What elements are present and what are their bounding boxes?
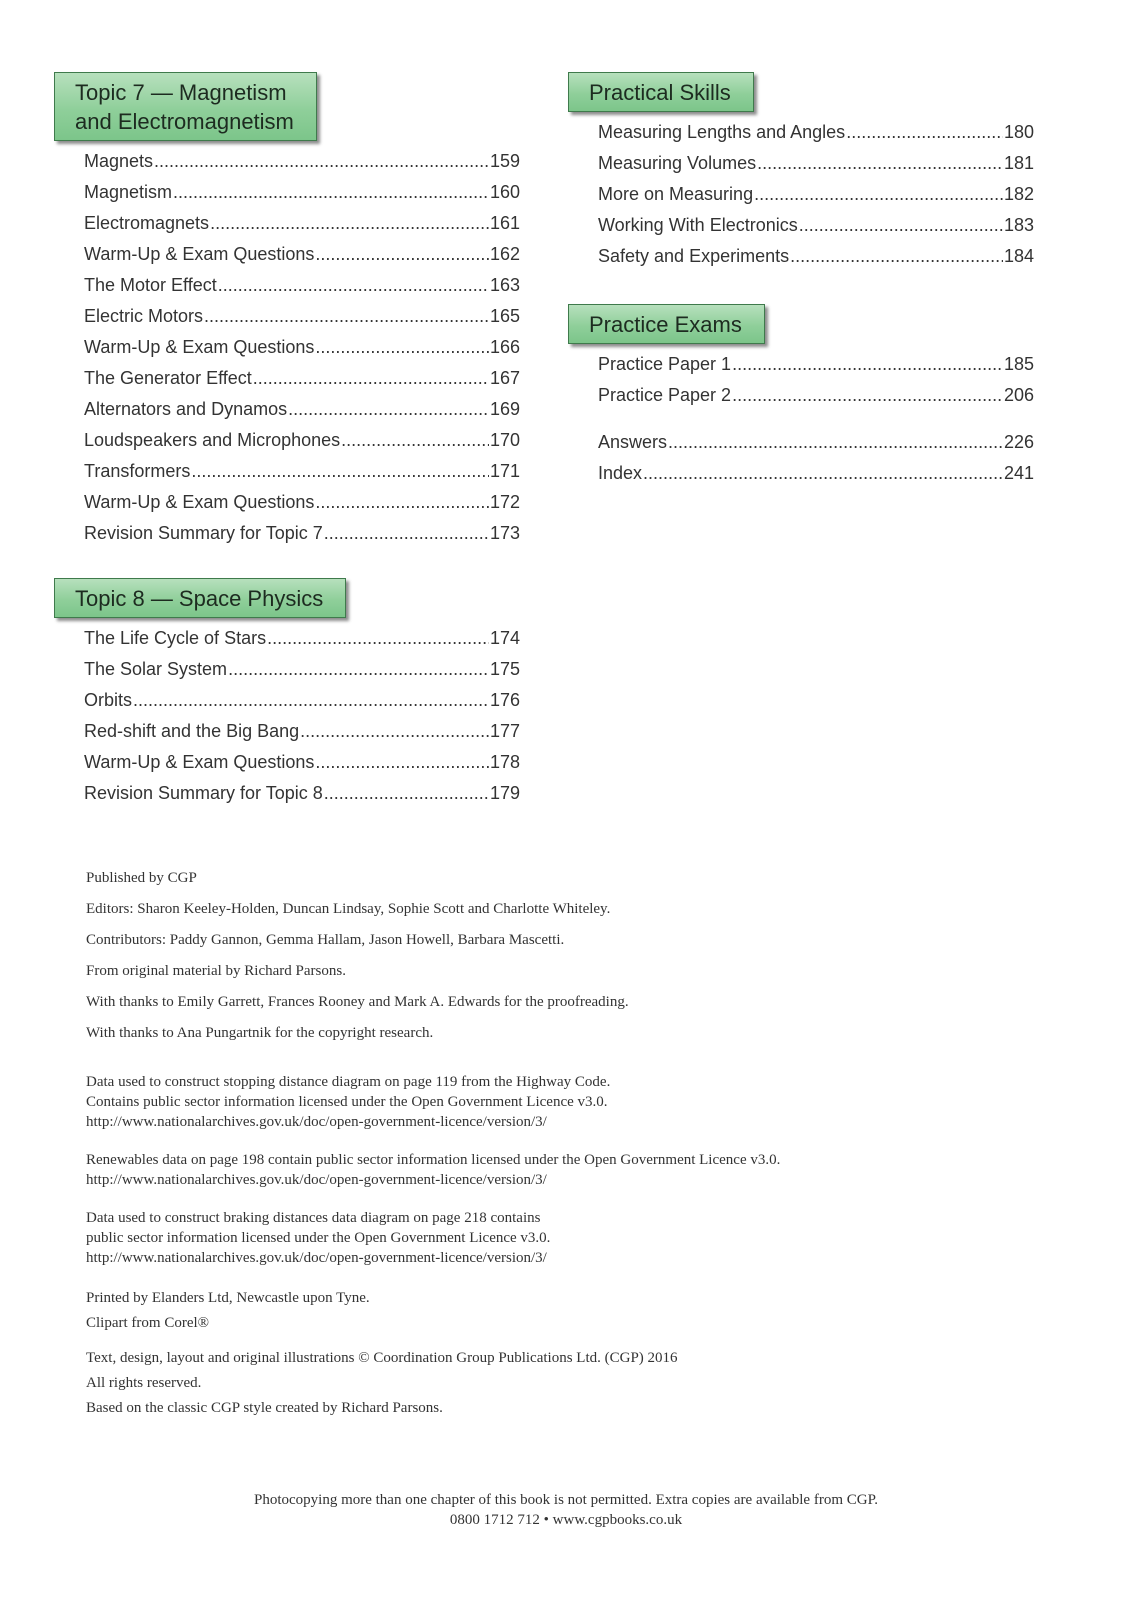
toc-entry-title: Electromagnets xyxy=(84,213,210,233)
editors-line: Editors: Sharon Keeley-Holden, Duncan Lindsay, Sophie Scott and Charlotte Whiteley. xyxy=(86,901,611,917)
toc-entry-page: 177 xyxy=(489,721,520,741)
data-note-2-line-2: http://www.nationalarchives.gov.uk/doc/open-government-licence/version/3/ xyxy=(86,1172,547,1188)
toc-entry-title: Warm-Up & Exam Questions xyxy=(84,337,315,357)
toc-entry-page: 161 xyxy=(489,213,520,233)
data-note-1-line-2: Contains public sector information licensed under the Open Government Licence v3.0. xyxy=(86,1094,608,1110)
copyright-research-line: With thanks to Ana Pungartnik for the copyright research. xyxy=(86,1025,434,1041)
toc-entry xyxy=(84,337,520,368)
published-by: Published by CGP xyxy=(86,870,197,886)
toc-entry xyxy=(84,306,520,337)
toc-entry-page: 226 xyxy=(1003,432,1034,452)
toc-leader-dots xyxy=(324,523,489,544)
toc-leader-dots xyxy=(324,783,489,804)
toc-leader-dots xyxy=(210,213,489,234)
printed-by-line: Printed by Elanders Ltd, Newcastle upon Tyne. xyxy=(86,1290,370,1306)
toc-entry xyxy=(598,463,1034,494)
toc-entry-title: Practice Paper 1 xyxy=(598,354,732,374)
toc-leader-dots xyxy=(173,182,489,203)
toc-entry-title: Practice Paper 2 xyxy=(598,385,732,405)
toc-entry-title: The Solar System xyxy=(84,659,228,679)
clipart-line: Clipart from Corel® xyxy=(86,1315,210,1331)
toc-entry-page: 173 xyxy=(489,523,520,543)
toc-leader-dots xyxy=(191,461,489,482)
toc-entry xyxy=(598,153,1034,184)
toc-leader-dots xyxy=(315,337,489,358)
toc-entry-title: Red-shift and the Big Bang xyxy=(84,721,300,741)
toc-entry-title: Electric Motors xyxy=(84,306,204,326)
style-credit-line: Based on the classic CGP style created by Richard Parsons. xyxy=(86,1400,443,1416)
toc-entry xyxy=(84,721,520,752)
toc-entry-title: Measuring Lengths and Angles xyxy=(598,122,846,142)
practice-exams-section xyxy=(568,304,1034,416)
toc-entry-title: Orbits xyxy=(84,690,133,710)
toc-leader-dots xyxy=(732,385,1003,406)
copyright-line: Text, design, layout and original illustrations © Coordination Group Publications Ltd. (CGP) 2016 xyxy=(86,1350,678,1366)
backmatter-list xyxy=(598,432,1034,494)
toc-entry-page: 241 xyxy=(1003,463,1034,483)
toc-leader-dots xyxy=(315,752,489,773)
toc-entry-title: Magnets xyxy=(84,151,154,171)
toc-leader-dots xyxy=(341,430,489,451)
toc-entry-title: The Life Cycle of Stars xyxy=(84,628,267,648)
toc-entry xyxy=(84,399,520,430)
toc-entry xyxy=(598,122,1034,153)
contributors-line: Contributors: Paddy Gannon, Gemma Hallam, Jason Howell, Barbara Mascetti. xyxy=(86,932,565,948)
toc-entry-title: Safety and Experiments xyxy=(598,246,790,266)
toc-entry xyxy=(598,246,1034,277)
topic7-list xyxy=(84,151,520,554)
data-note-2-line-1: Renewables data on page 198 contain public sector information licensed under the Open Government Licence v3.0. xyxy=(86,1152,781,1168)
toc-entry-page: 178 xyxy=(489,752,520,772)
toc-leader-dots xyxy=(754,184,1003,205)
toc-entry-page: 180 xyxy=(1003,122,1034,142)
toc-entry-page: 162 xyxy=(489,244,520,264)
toc-entry-title: More on Measuring xyxy=(598,184,754,204)
toc-entry-title: Loudspeakers and Microphones xyxy=(84,430,341,450)
data-note-3-line-1: Data used to construct braking distances data diagram on page 218 contains xyxy=(86,1210,541,1226)
toc-leader-dots xyxy=(846,122,1003,143)
topic8-section xyxy=(54,578,520,814)
toc-entry xyxy=(84,783,520,814)
toc-entry xyxy=(84,275,520,306)
data-note-1-line-3: http://www.nationalarchives.gov.uk/doc/open-government-licence/version/3/ xyxy=(86,1114,547,1130)
photocopying-notice: Photocopying more than one chapter of this book is not permitted. Extra copies are available from CGP. xyxy=(253,1492,879,1508)
toc-entry xyxy=(84,368,520,399)
toc-entry-title: Revision Summary for Topic 8 xyxy=(84,783,323,803)
rights-reserved-line: All rights reserved. xyxy=(86,1375,202,1391)
toc-entry-page: 169 xyxy=(489,399,520,419)
toc-entry-page: 184 xyxy=(1003,246,1034,266)
toc-entry-title: Warm-Up & Exam Questions xyxy=(84,244,315,264)
toc-leader-dots xyxy=(315,492,489,513)
data-note-3-line-3: http://www.nationalarchives.gov.uk/doc/open-government-licence/version/3/ xyxy=(86,1250,547,1266)
toc-leader-dots xyxy=(218,275,489,296)
toc-entry xyxy=(598,184,1034,215)
data-note-3-line-2: public sector information licensed under the Open Government Licence v3.0. xyxy=(86,1230,551,1246)
toc-entry-page: 185 xyxy=(1003,354,1034,374)
toc-leader-dots xyxy=(228,659,489,680)
toc-entry xyxy=(84,461,520,492)
toc-entry-title: Working With Electronics xyxy=(598,215,798,235)
toc-entry-title: Index xyxy=(598,463,643,483)
page-footer xyxy=(0,1490,1132,1530)
toc-entry xyxy=(84,151,520,182)
toc-entry-page: 165 xyxy=(489,306,520,326)
practical-skills-heading: Practical Skills xyxy=(568,72,754,112)
topic7-section xyxy=(54,72,520,554)
toc-leader-dots xyxy=(790,246,1003,267)
toc-entry-page: 206 xyxy=(1003,385,1034,405)
topic8-list xyxy=(84,628,520,814)
toc-leader-dots xyxy=(288,399,489,420)
toc-entry-page: 179 xyxy=(489,783,520,803)
toc-entry-title: Measuring Volumes xyxy=(598,153,757,173)
toc-entry-page: 160 xyxy=(489,182,520,202)
toc-entry-page: 183 xyxy=(1003,215,1034,235)
toc-entry-page: 181 xyxy=(1003,153,1034,173)
credits-block xyxy=(86,868,986,1421)
practice-exams-heading: Practice Exams xyxy=(568,304,765,344)
original-material-line: From original material by Richard Parsons. xyxy=(86,963,346,979)
toc-leader-dots xyxy=(799,215,1003,236)
toc-entry-title: The Generator Effect xyxy=(84,368,252,388)
toc-entry-page: 174 xyxy=(489,628,520,648)
toc-entry-title: The Motor Effect xyxy=(84,275,217,295)
toc-entry xyxy=(598,385,1034,416)
toc-entry xyxy=(84,244,520,275)
toc-entry xyxy=(84,213,520,244)
toc-leader-dots xyxy=(253,368,489,389)
toc-entry-title: Answers xyxy=(598,432,668,452)
toc-leader-dots xyxy=(315,244,489,265)
backmatter-section xyxy=(568,432,1034,494)
toc-leader-dots xyxy=(300,721,489,742)
toc-entry xyxy=(84,492,520,523)
toc-leader-dots xyxy=(732,354,1003,375)
toc-entry-title: Alternators and Dynamos xyxy=(84,399,288,419)
toc-leader-dots xyxy=(668,432,1003,453)
toc-leader-dots xyxy=(133,690,489,711)
toc-entry-page: 172 xyxy=(489,492,520,512)
data-note-1-line-1: Data used to construct stopping distance diagram on page 119 from the Highway Code. xyxy=(86,1074,611,1090)
toc-leader-dots xyxy=(154,151,489,172)
topic7-heading: Topic 7 — Magnetism and Electromagnetism xyxy=(54,72,317,141)
toc-entry xyxy=(84,523,520,554)
toc-entry xyxy=(84,690,520,721)
toc-leader-dots xyxy=(643,463,1003,484)
toc-entry-page: 182 xyxy=(1003,184,1034,204)
toc-entry xyxy=(84,659,520,690)
toc-entry xyxy=(598,354,1034,385)
toc-leader-dots xyxy=(267,628,489,649)
toc-entry-title: Transformers xyxy=(84,461,191,481)
toc-entry-title: Warm-Up & Exam Questions xyxy=(84,752,315,772)
toc-entry-title: Revision Summary for Topic 7 xyxy=(84,523,323,543)
toc-entry xyxy=(84,752,520,783)
toc-entry-page: 175 xyxy=(489,659,520,679)
toc-entry-title: Magnetism xyxy=(84,182,173,202)
toc-entry xyxy=(598,215,1034,246)
toc-entry xyxy=(84,430,520,461)
toc-entry xyxy=(84,182,520,213)
toc-entry-page: 170 xyxy=(489,430,520,450)
toc-entry-page: 163 xyxy=(489,275,520,295)
proofreading-line: With thanks to Emily Garrett, Frances Rooney and Mark A. Edwards for the proofreading. xyxy=(86,994,629,1010)
toc-entry xyxy=(84,628,520,659)
toc-entry-page: 176 xyxy=(489,690,520,710)
toc-leader-dots xyxy=(757,153,1003,174)
toc-entry-page: 167 xyxy=(489,368,520,388)
contact-line: 0800 1712 712 • www.cgpbooks.co.uk xyxy=(449,1512,683,1528)
toc-entry-title: Warm-Up & Exam Questions xyxy=(84,492,315,512)
toc-leader-dots xyxy=(204,306,489,327)
toc-entry xyxy=(598,432,1034,463)
toc-entry-page: 171 xyxy=(489,461,520,481)
practical-skills-list xyxy=(598,122,1034,277)
practical-skills-section xyxy=(568,72,1034,277)
practice-exams-list xyxy=(598,354,1034,416)
toc-entry-page: 159 xyxy=(489,151,520,171)
topic8-heading: Topic 8 — Space Physics xyxy=(54,578,346,618)
toc-entry-page: 166 xyxy=(489,337,520,357)
